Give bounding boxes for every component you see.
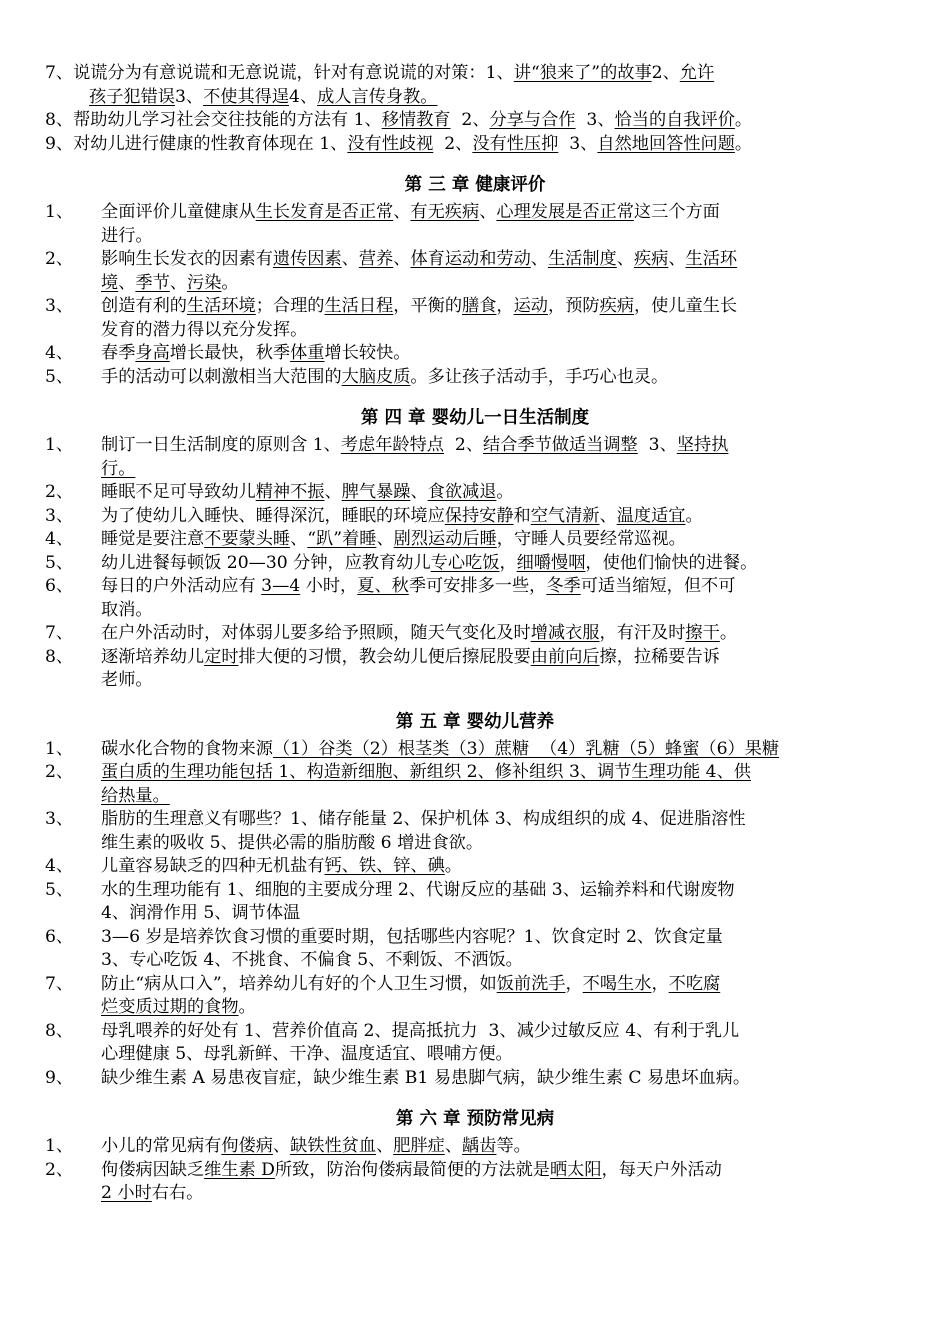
text-segment: 2、 (651, 63, 680, 83)
underlined-text: 不使其得逞 (203, 86, 290, 107)
item-number: 1、 (45, 435, 74, 455)
underlined-text: 空气清新 (530, 505, 600, 526)
text-segment: 。多让孩子活动手，手巧心也灵。 (410, 366, 669, 387)
item-text (101, 599, 153, 623)
item-text (101, 785, 170, 809)
text-segment: 、 (290, 529, 308, 549)
text-segment: 增长较快。 (324, 343, 411, 363)
text-segment: 心理健康 5、母乳新鲜、干净、温度适宜、喂哺方便。 (101, 1044, 513, 1064)
item-text (101, 1067, 750, 1091)
underlined-text: 允许 (679, 63, 715, 83)
underlined-text: 疾病 (633, 249, 669, 269)
text-segment: 全面评价儿童健康从 (101, 202, 256, 222)
list-item (0, 1020, 950, 1067)
underlined-text: 结合季节做适当调整 (483, 435, 638, 455)
list-item (0, 575, 950, 622)
underlined-text: 不喝生水 (582, 973, 652, 994)
underlined-text: 没有性压抑 (472, 133, 559, 154)
text-segment: 2、 (433, 133, 473, 154)
list-item (0, 1067, 950, 1091)
text-segment: 增长最快，秋季 (169, 343, 291, 363)
item-text (101, 973, 720, 997)
underlined-text: 精神不振 (255, 482, 325, 502)
list-item (0, 646, 950, 693)
text-line (0, 552, 950, 576)
item-number: 9、 (45, 1067, 74, 1088)
text-segment: 所致，防治佝偻病最简便的方法就是 (274, 1159, 550, 1180)
text-segment: 碳水化合物的食物来源 (101, 738, 273, 759)
underlined-text: 生活制度 (547, 249, 617, 269)
text-segment: 幼儿进餐每顿饭 20—30 分钟，应教育幼儿 (101, 552, 431, 573)
text-line (0, 669, 950, 693)
text-line (0, 926, 950, 950)
text-segment: 、 (444, 1136, 463, 1156)
text-line (0, 855, 950, 879)
list-item (0, 855, 950, 879)
underlined-text: 佝偻病 (221, 1136, 273, 1156)
text-line (0, 319, 950, 343)
text-segment: 、 (376, 1136, 394, 1156)
underlined-text: 自然地回答性问题 (597, 133, 735, 154)
text-segment: ，守睡人员要经常巡视。 (496, 529, 686, 549)
item-number: 5、 (45, 879, 74, 900)
text-line (0, 761, 950, 785)
item-number: 3、 (45, 505, 74, 526)
list-item (0, 248, 950, 295)
text-segment: 。 (685, 505, 703, 526)
text-segment: 、 (324, 482, 342, 502)
item-number: 3、 (45, 809, 74, 829)
item-number: 2、 (45, 1159, 74, 1180)
item-number: 8、 (45, 646, 74, 667)
text-segment: 、 (616, 249, 634, 269)
text-segment: 、 (479, 202, 497, 222)
text-segment: 影响生长发衣的因素有 (101, 249, 273, 269)
text-segment: 取消。 (101, 599, 153, 620)
text-segment: 排大便的习惯，教会幼儿便后擦屁股要 (238, 646, 531, 667)
underlined-text: 2 小时 (101, 1183, 152, 1203)
item-number: 1、 (45, 1136, 74, 1156)
text-segment: 。 (444, 856, 462, 876)
text-segment: 水的生理功能有 1、细胞的主要成分理 2、代谢反应的基础 3、运输养料和代谢废物 (101, 879, 735, 900)
text-segment: ，预防 (548, 296, 600, 316)
item-text (101, 319, 307, 343)
text-line (0, 1067, 950, 1091)
text-line (0, 505, 950, 529)
underlined-text: 蛋白质的生理功能包括 1、构造新细胞、新组织 2、修补组织 3、调节生理功能 4、供 (101, 762, 751, 782)
text-segment: 8、帮助幼儿学习社会交往技能的方法有 1、 (45, 110, 382, 130)
text-segment: 睡觉是要注意 (101, 529, 205, 549)
text-segment: 。 (734, 133, 753, 154)
text-line (0, 738, 950, 762)
underlined-text: 龋齿 (462, 1136, 497, 1156)
text-segment: 维生素的吸收 5、提供必需的脂肪酸 6 增进食欲。 (101, 832, 484, 853)
text-segment: ， (499, 552, 517, 573)
text-line (0, 575, 950, 599)
underlined-text: 讲“狼来了”的故事 (513, 63, 652, 83)
item-number: 6、 (45, 926, 74, 947)
text-line (0, 481, 950, 505)
underlined-text: 成人言传身教。 (317, 86, 438, 107)
text-segment: 、 (376, 529, 394, 549)
text-line (0, 225, 950, 249)
underlined-text: 身高 (135, 343, 170, 363)
document-page (0, 62, 950, 1206)
text-line (0, 86, 950, 110)
text-segment: 、 (530, 249, 548, 269)
underlined-text: 膳食 (462, 296, 497, 316)
list-item (0, 481, 950, 505)
underlined-text: 细嚼慢咽 (516, 552, 586, 573)
underlined-text: 给热量。 (101, 785, 170, 806)
text-segment: 等。 (496, 1136, 531, 1156)
text-segment: 、 (272, 1136, 291, 1156)
underlined-text: 不吃腐 (668, 973, 721, 994)
item-text (101, 646, 720, 670)
underlined-text: 3—4 (261, 576, 301, 596)
text-segment: 4、 (289, 86, 318, 107)
list-item (0, 808, 950, 855)
text-line (0, 434, 950, 458)
item-text (101, 342, 410, 366)
text-segment: 3—6 岁是培养饮食习惯的重要时期，包括哪些内容呢？1、饮食定时 2、饮食定量 (101, 926, 723, 947)
text-line (0, 973, 950, 997)
item-number: 8、 (45, 1020, 74, 1041)
text-segment: ，使儿童生长 (633, 296, 738, 316)
text-segment: 在户外活动时，对体弱儿要多给予照顾，随天气变化及时 (101, 623, 531, 643)
underlined-text: （1）谷类（2）根茎类（3）蔗糖 （4）乳糖（5）蜂蜜（6）果糖 (272, 738, 780, 759)
underlined-text: 生长发育是否正常 (255, 202, 394, 222)
text-segment: ，平衡的 (393, 296, 463, 316)
item-text (101, 1135, 531, 1159)
list-item (0, 926, 950, 973)
item-text (101, 225, 153, 249)
text-segment: 。 (238, 997, 256, 1017)
underlined-text: 剧烈运动后睡 (393, 529, 497, 549)
text-line (0, 785, 950, 809)
list-item (0, 973, 950, 1020)
underlined-text: 专心吃饭 (430, 552, 500, 573)
text-line (0, 808, 950, 832)
text-segment: 3、 (174, 86, 204, 107)
item-number: 2、 (45, 762, 74, 782)
text-segment: 缺少维生素 A 易患夜盲症，缺少维生素 B1 易患脚气病，缺少维生素 C 易患坏血病。 (101, 1067, 751, 1088)
item-text (101, 926, 723, 950)
text-segment: ， (565, 973, 583, 994)
item-text (101, 1020, 739, 1044)
text-segment: 3、 (575, 110, 615, 130)
underlined-text: 维生素 D (204, 1159, 275, 1180)
text-segment: 、 (118, 272, 136, 293)
list-item (0, 1159, 950, 1206)
underlined-text: 污染 (187, 272, 222, 293)
text-segment: 手的活动可以刺激相当大范围的 (101, 366, 342, 387)
text-line (0, 1043, 950, 1067)
text-segment: 4、润滑作用 5、调节体温 (101, 903, 301, 923)
list-item (0, 879, 950, 926)
item-number: 1、 (45, 738, 74, 759)
text-line (0, 62, 950, 86)
text-segment: 季可安排多一些， (408, 576, 547, 596)
underlined-text: 生活环 (685, 249, 738, 269)
underlined-text: 增减衣服 (530, 623, 600, 643)
item-text (101, 622, 737, 646)
text-segment: 老师。 (101, 670, 153, 690)
item-text (101, 1043, 513, 1067)
item-number: 7、 (45, 623, 74, 643)
text-segment: 防止“病从口入”，培养幼儿有好的个人卫生习惯，如 (101, 973, 497, 994)
list-item (0, 738, 950, 762)
list-item (0, 342, 950, 366)
text-line (0, 109, 950, 133)
item-number: 5、 (45, 552, 74, 573)
text-segment: 。 (719, 623, 738, 643)
text-line (0, 879, 950, 903)
item-number: 7、 (45, 973, 74, 994)
item-text (101, 1159, 722, 1183)
underlined-text: 孩子犯错误 (89, 86, 175, 107)
underlined-text: 心理发展是否正常 (496, 202, 634, 222)
item-number: 5、 (45, 366, 74, 387)
text-line (0, 832, 950, 856)
list-item (0, 366, 950, 390)
text-segment: 、 (393, 202, 411, 222)
list-item (0, 201, 950, 248)
underlined-text: 遗传因素 (272, 249, 342, 269)
text-line (0, 528, 950, 552)
item-number: 2、 (45, 482, 74, 502)
text-segment: 擦，拉稀要告诉 (599, 646, 720, 667)
item-number: 2、 (45, 249, 74, 269)
underlined-text: 移情教育 (381, 110, 451, 130)
text-segment: 睡眠不足可导致幼儿 (101, 482, 256, 502)
item-number: 3、 (45, 296, 74, 316)
chapter-heading: 第 四 章 婴幼儿一日生活制度 (360, 408, 590, 428)
text-segment: 儿童容易缺乏的四种无机盐有 (101, 856, 325, 876)
item-text (101, 738, 779, 762)
underlined-text: 行。 (101, 458, 136, 479)
text-segment: 7、说谎分为有意说谎和无意说谎，针对有意说谎的对策：1、 (45, 63, 514, 83)
underlined-text: 体育运动和劳动 (410, 249, 531, 269)
underlined-text: “趴”着睡 (307, 529, 377, 549)
underlined-text: 温度适宜 (616, 505, 686, 526)
line-text (45, 109, 752, 133)
list-item (0, 622, 950, 646)
text-line (0, 646, 950, 670)
text-line (0, 599, 950, 623)
item-text (101, 761, 751, 785)
line-text (89, 86, 437, 110)
text-segment: 9、对幼儿进行健康的性教育体现在 1、 (45, 133, 348, 154)
list-item (0, 505, 950, 529)
text-segment: ， (651, 973, 669, 994)
underlined-text: 夏、秋 (357, 576, 409, 596)
item-text (101, 808, 746, 832)
underlined-text: 考虑年龄特点 (340, 435, 444, 455)
item-text (101, 879, 735, 903)
underlined-text: 恰当的自我评价 (614, 110, 735, 130)
item-text (101, 481, 514, 505)
underlined-text: 保持安静 (444, 505, 514, 526)
item-number: 1、 (45, 202, 74, 222)
list-item (0, 528, 950, 552)
text-line (0, 248, 950, 272)
text-segment: 、 (169, 272, 187, 293)
text-segment: 小儿的常见病有 (101, 1136, 222, 1156)
list-item (0, 552, 950, 576)
text-segment: 2、 (443, 435, 484, 455)
line-text (45, 133, 752, 157)
underlined-text: 食欲减退 (427, 482, 497, 502)
underlined-text: 分享与合作 (489, 110, 576, 130)
text-line (0, 996, 950, 1020)
underlined-text: 饭前洗手 (496, 973, 566, 994)
text-segment: 、 (599, 505, 617, 526)
line-text (45, 62, 714, 86)
text-segment: 小时， (300, 576, 358, 596)
item-text (101, 201, 720, 225)
text-line (0, 366, 950, 390)
text-segment: 、 (341, 249, 359, 269)
item-text (101, 295, 737, 319)
text-segment: 可适当缩短，但不可 (580, 576, 736, 596)
text-segment: 春季 (101, 343, 136, 363)
item-number: 4、 (45, 343, 74, 363)
text-segment: 。 (496, 482, 514, 502)
text-segment: 、 (393, 249, 411, 269)
underlined-text: 营养 (358, 249, 394, 269)
text-segment: 脂肪的生理意义有哪些？1、储存能量 2、保护机体 3、构成组织的成 4、促进脂溶性 (101, 809, 746, 829)
text-line (0, 1020, 950, 1044)
text-segment: 制订一日生活制度的原则含 1、 (101, 435, 341, 455)
text-segment: 。 (221, 272, 239, 293)
text-segment: ；合理的 (255, 296, 325, 316)
text-segment: ，每天户外活动 (601, 1159, 722, 1180)
text-segment: 和 (513, 505, 531, 526)
text-segment: 3、 (637, 435, 677, 455)
item-text (101, 505, 703, 529)
underlined-text: 晒太阳 (549, 1159, 602, 1180)
text-segment: 进行。 (101, 225, 153, 246)
underlined-text: 由前向后 (530, 646, 600, 667)
chapter-heading: 第 六 章 预防常见病 (395, 1109, 555, 1129)
text-segment: 、 (668, 249, 686, 269)
text-line (0, 622, 950, 646)
text-line (0, 295, 950, 319)
underlined-text: 脾气暴躁 (341, 482, 411, 502)
underlined-text: 定时 (204, 646, 239, 667)
item-text (101, 855, 462, 879)
item-text (101, 832, 483, 856)
chapter-heading: 第 三 章 健康评价 (404, 175, 546, 195)
text-line (0, 342, 950, 366)
text-line (0, 458, 950, 482)
item-text (101, 575, 735, 599)
list-item (0, 434, 950, 481)
text-segment: 3、专心吃饭 4、不挑食、不偏食 5、不剩饭、不洒饭。 (101, 950, 523, 970)
text-segment: ， (496, 296, 514, 316)
underlined-text: 擦干 (685, 623, 720, 643)
underlined-text: 坚持执 (676, 435, 729, 455)
list-item (0, 761, 950, 808)
underlined-text: 烂变质过期的食物 (101, 997, 239, 1017)
underlined-text: 冬季 (546, 576, 581, 596)
item-text (101, 248, 737, 272)
text-segment: 逐渐培养幼儿 (101, 646, 205, 667)
underlined-text: 季节 (135, 272, 170, 293)
item-text (101, 996, 256, 1020)
item-text (101, 528, 686, 552)
list-item (0, 1135, 950, 1159)
text-line (0, 1135, 950, 1159)
item-text (101, 366, 668, 390)
text-segment: 母乳喂养的好处有 1、营养价值高 2、提高抵抗力 3、减少过敏反应 4、有利于乳儿 (101, 1020, 740, 1041)
item-text (101, 1182, 203, 1206)
underlined-text: 生活环境 (186, 296, 256, 316)
item-text (101, 434, 728, 458)
underlined-text: 肥胖症 (393, 1136, 445, 1156)
underlined-text: 生活日程 (324, 296, 394, 316)
item-text (101, 552, 757, 576)
text-segment: ，有汗及时 (599, 623, 686, 643)
text-line (0, 902, 950, 926)
text-segment: 右右。 (151, 1183, 204, 1203)
text-segment: 为了使幼儿入睡快、睡得深沉，睡眠的环境应 (101, 505, 445, 526)
text-segment: 佝偻病因缺乏 (101, 1159, 205, 1180)
text-line (0, 133, 950, 157)
text-segment: 2、 (450, 110, 490, 130)
underlined-text: 缺铁性贫血 (290, 1136, 377, 1156)
list-item (0, 295, 950, 342)
item-text (101, 272, 239, 296)
item-text (101, 902, 300, 926)
text-line (0, 1182, 950, 1206)
underlined-text: 钙、铁、锌、碘 (324, 856, 445, 876)
item-text (101, 949, 523, 973)
text-line (0, 272, 950, 296)
text-segment: 、 (410, 482, 428, 502)
item-text (101, 669, 153, 693)
text-line (0, 949, 950, 973)
underlined-text: 境 (101, 272, 119, 293)
text-segment: 。 (734, 110, 753, 130)
text-segment: 创造有利的 (101, 296, 187, 316)
text-segment: 3、 (558, 133, 598, 154)
underlined-text: 体重 (290, 343, 325, 363)
item-text (101, 458, 135, 482)
text-segment: ，使他们愉快的进餐。 (585, 552, 758, 573)
text-line (0, 201, 950, 225)
item-number: 4、 (45, 529, 74, 549)
chapter-heading: 第 五 章 婴幼儿营养 (395, 711, 555, 732)
underlined-text: 疾病 (599, 296, 634, 316)
underlined-text: 不要蒙头睡 (204, 529, 291, 549)
text-segment: 每日的户外活动应有 (101, 576, 262, 596)
underlined-text: 有无疾病 (410, 202, 480, 222)
text-segment: 这三个方面 (633, 202, 720, 222)
underlined-text: 没有性歧视 (347, 133, 434, 154)
text-segment: 发育的潜力得以充分发挥。 (101, 319, 308, 340)
item-number: 6、 (45, 576, 74, 596)
text-line (0, 1159, 950, 1183)
underlined-text: 大脑皮质 (341, 366, 411, 387)
underlined-text: 运动 (513, 296, 548, 316)
item-number: 4、 (45, 856, 74, 876)
